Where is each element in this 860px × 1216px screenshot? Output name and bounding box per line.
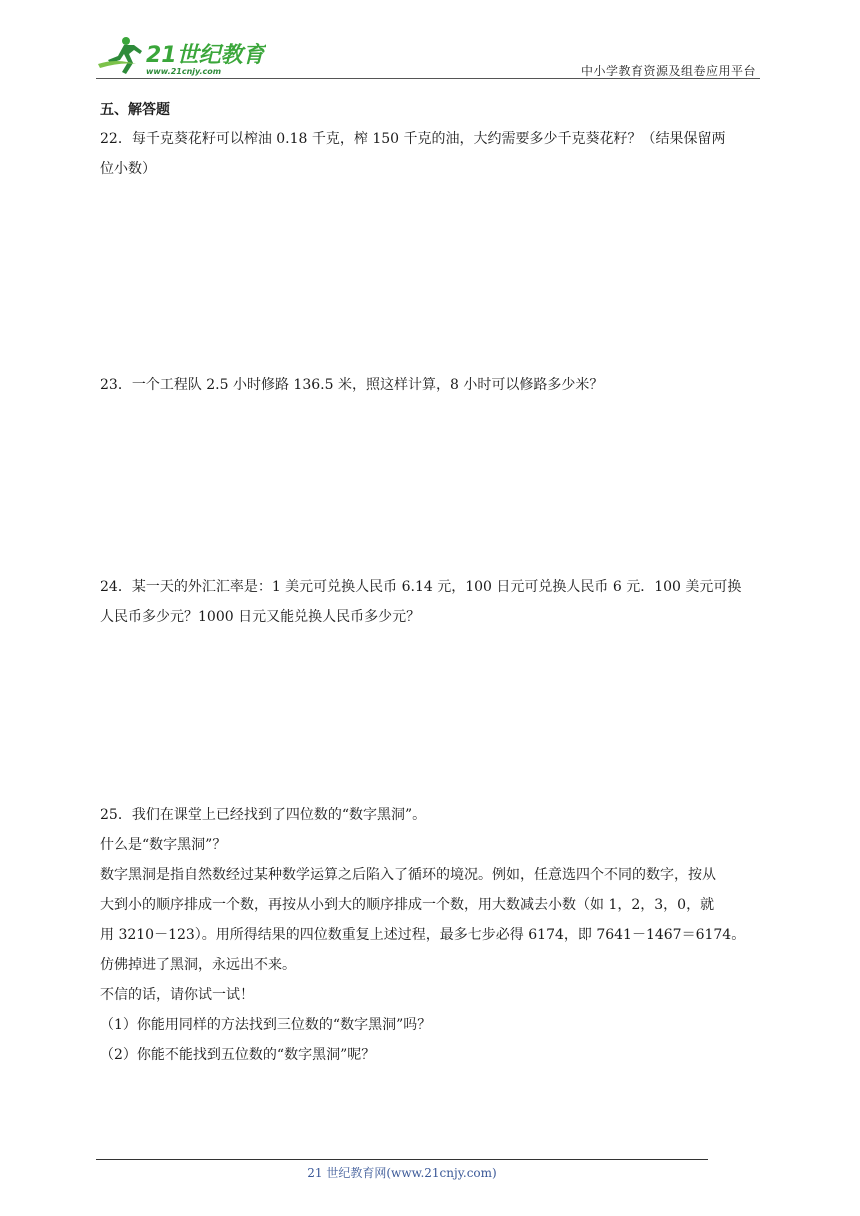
platform-name: 中小学教育资源及组卷应用平台 <box>580 64 756 78</box>
question-line: 大到小的顺序排成一个数，再按从小到大的顺序排成一个数，用大数减去小数（如 1，2，3，0，就 <box>100 897 715 913</box>
question-line: 仿佛掉进了黑洞，永远出不来。 <box>100 957 296 973</box>
question-line: 24．某一天的外汇汇率是：1 美元可兑换人民币 6.14 元，100 日元可兑换人民币 6 元．100 美元可换 <box>100 579 742 595</box>
runner-logo-icon <box>96 34 266 78</box>
footer-link[interactable]: 21 世纪教育网(www.21cnjy.com) <box>307 1166 497 1180</box>
question-line: 不信的话，请你试一试！ <box>100 987 254 1003</box>
page-header <box>96 34 760 80</box>
question-line: 位小数） <box>100 161 156 177</box>
question-line: 什么是“数字黑洞”？ <box>100 837 227 853</box>
question-22 <box>100 124 760 184</box>
logo-url: www.21cnjy.com <box>146 67 222 76</box>
question-line: 25．我们在课堂上已经找到了四位数的“数字黑洞”。 <box>100 807 427 823</box>
question-line: 22．每千克葵花籽可以榨油 0.18 千克，榨 150 千克的油，大约需要多少千克葵花籽？（结果保留两 <box>100 131 726 147</box>
question-line: 23．一个工程队 2.5 小时修路 136.5 米，照这样计算，8 小时可以修路多少米？ <box>100 377 604 393</box>
question-line: 人民币多少元？1000 日元又能兑换人民币多少元？ <box>100 609 421 625</box>
logo-text: 21世纪教育 <box>146 43 265 68</box>
question-23 <box>100 370 760 400</box>
question-24 <box>100 572 760 632</box>
question-line: （1）你能用同样的方法找到三位数的“数字黑洞”吗？ <box>100 1017 432 1033</box>
header-divider <box>96 78 760 79</box>
logo <box>96 34 266 78</box>
question-25 <box>100 800 760 1070</box>
question-line: 用 3210－123）。用所得结果的四位数重复上述过程，最多七步必得 6174，即 7641－1467＝6174。 <box>100 927 746 943</box>
section-title: 五、解答题 <box>100 102 170 118</box>
exam-content <box>100 98 760 1070</box>
question-line: 数字黑洞是指自然数经过某种数学运算之后陷入了循环的境况。例如，任意选四个不同的数字，按从 <box>100 867 716 883</box>
footer-divider <box>96 1159 708 1160</box>
question-line: （2）你能不能找到五位数的“数字黑洞”呢？ <box>100 1047 376 1063</box>
